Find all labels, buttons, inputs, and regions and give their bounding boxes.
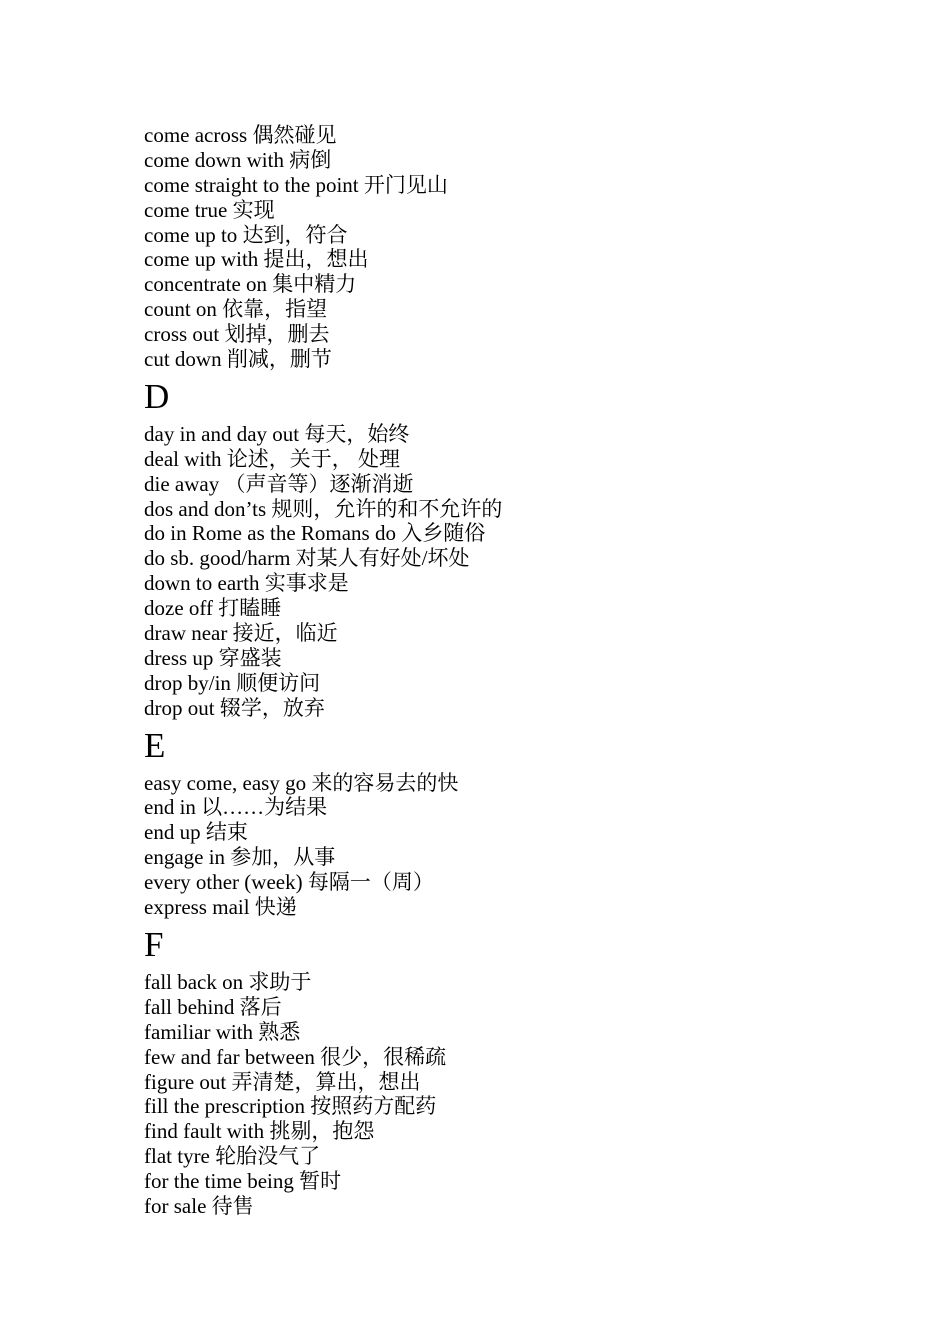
- phrase-entry: figure out 弄清楚，算出，想出: [144, 1069, 421, 1094]
- section-heading-e: E: [144, 725, 166, 765]
- phrase-entry: flat tyre 轮胎没气了: [144, 1144, 321, 1169]
- phrase-entry: come across 偶然碰见: [144, 123, 337, 147]
- phrase-entry: fill the prescription 按照药方配药: [144, 1094, 437, 1119]
- phrase-entry: dress up 穿盛装: [144, 645, 282, 670]
- phrase-entry: drop by/in 顺便访问: [144, 670, 321, 695]
- phrase-entry: fall back on 求助于: [144, 969, 312, 994]
- phrase-entry: come up to 达到，符合: [144, 222, 348, 247]
- phrase-entry: familiar with 熟悉: [144, 1019, 301, 1044]
- phrase-entry: end up 结束: [144, 820, 248, 845]
- phrase-entry: doze off 打瞌睡: [144, 596, 282, 621]
- phrase-entry: day in and day out 每天，始终: [144, 421, 410, 446]
- phrase-entry: do sb. good/harm 对某人有好处/坏处: [144, 546, 470, 571]
- phrase-entry: deal with 论述，关于， 处理: [144, 446, 401, 471]
- phrase-entry: easy come, easy go 来的容易去的快: [144, 770, 459, 795]
- section-f: [144, 920, 904, 1219]
- phrase-entry: come straight to the point 开门见山: [144, 172, 448, 197]
- section-heading-f: F: [144, 924, 164, 964]
- phrase-entry: die away （声音等）逐渐消逝: [144, 471, 414, 496]
- phrase-entry: express mail 快递: [144, 895, 297, 920]
- phrase-entry: for sale 待售: [144, 1193, 254, 1218]
- phrase-entry: every other (week) 每隔一（周）: [144, 870, 434, 895]
- phrase-entry: engage in 参加，从事: [144, 845, 336, 870]
- phrase-entry: come down with 病倒: [144, 147, 332, 172]
- phrase-entry: come up with 提出，想出: [144, 247, 369, 272]
- phrase-entry: cut down 削减，删节: [144, 347, 332, 372]
- phrase-entry: drop out 辍学，放弃: [144, 695, 325, 720]
- phrase-entry: dos and don’ts 规则，允许的和不允许的: [144, 496, 503, 521]
- phrase-entry: come true 实现: [144, 197, 275, 222]
- phrase-entry: count on 依靠，指望: [144, 297, 328, 322]
- section-c: [144, 123, 904, 372]
- section-heading-d: D: [144, 376, 170, 416]
- phrase-entry: do in Rome as the Romans do 入乡随俗: [144, 521, 486, 546]
- phrase-entry: end in 以……为结果: [144, 795, 328, 820]
- phrase-entry: for the time being 暂时: [144, 1169, 342, 1194]
- phrase-entry: cross out 划掉，删去: [144, 322, 330, 347]
- phrase-entry: fall behind 落后: [144, 994, 282, 1019]
- phrase-entry: find fault with 挑剔，抱怨: [144, 1119, 375, 1144]
- phrase-entry: few and far between 很少，很稀疏: [144, 1044, 447, 1069]
- phrase-entry: draw near 接近，临近: [144, 621, 338, 646]
- section-d: [144, 372, 904, 721]
- section-e: [144, 721, 904, 920]
- phrase-entry: concentrate on 集中精力: [144, 272, 357, 297]
- phrase-entry: down to earth 实事求是: [144, 571, 349, 596]
- document-page: [144, 123, 904, 1219]
